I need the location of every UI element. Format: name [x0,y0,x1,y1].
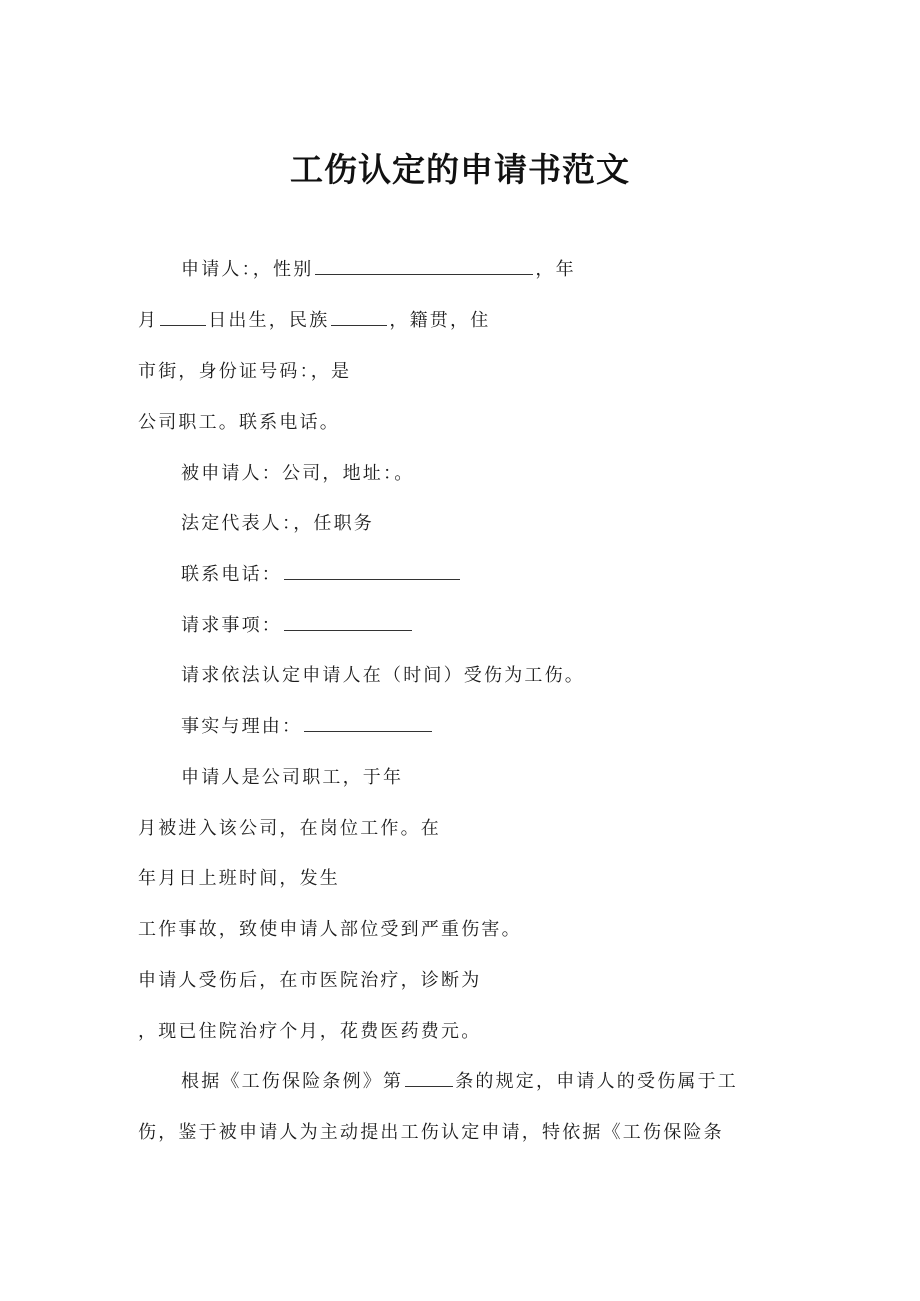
phone-blank [284,561,460,580]
request-items-blank [284,612,412,631]
gender-blank [315,256,533,275]
day-blank [160,307,206,326]
origin-residence-label: ，籍贯，住 [389,310,491,331]
basis-line-1 [181,1068,738,1096]
applicant-line-4: 公司职工。联系电话。 [138,412,340,433]
facts-paragraph-line-1: 申请人是公司职工，于年 [181,767,404,788]
applicant-line-2 [138,307,490,335]
facts-paragraph-line-2: 月被进入该公司，在岗位工作。在 [138,818,441,839]
birth-ethnicity-label: 日出生，民族 [208,310,330,331]
basis-line-2: 伤，鉴于被申请人为主动提出工伤认定申请，特依据《工伤保险条 [138,1122,724,1143]
facts-reasons-label: 事实与理由： [181,716,303,737]
applicant-name-gender-label: 申请人：，性别 [181,259,314,280]
respondent-phone-line [181,561,462,589]
request-content-line: 请求依法认定申请人在（时间）受伤为工伤。 [181,665,585,686]
year-label: ，年 [535,259,576,280]
phone-label: 联系电话： [181,564,282,585]
article-number-blank [405,1068,453,1087]
facts-reasons-blank [304,713,432,732]
basis-article-label: 根据《工伤保险条例》第 [181,1071,404,1092]
facts-reasons-line [181,713,434,741]
month-label: 月 [138,310,159,331]
applicant-line-3: 市街，身份证号码：，是 [138,361,352,382]
applicant-line-1 [181,256,576,284]
request-items-line [181,612,414,640]
legal-representative-line: 法定代表人：，任职务 [181,513,374,534]
facts-paragraph-line-3: 年月日上班时间，发生 [138,868,340,889]
respondent-line: 被申请人：公司，地址：。 [181,463,415,484]
basis-provision-text: 条的规定，申请人的受伤属于工 [455,1071,739,1092]
document-title: 工伤认定的申请书范文 [290,150,630,189]
facts-paragraph-line-6: ，现已住院治疗个月，花费医药费元。 [138,1021,482,1042]
request-items-label: 请求事项： [181,615,282,636]
facts-paragraph-line-4: 工作事故，致使申请人部位受到严重伤害。 [138,919,522,940]
facts-paragraph-line-5: 申请人受伤后，在市医院治疗，诊断为 [138,970,482,991]
ethnicity-blank [331,307,387,326]
